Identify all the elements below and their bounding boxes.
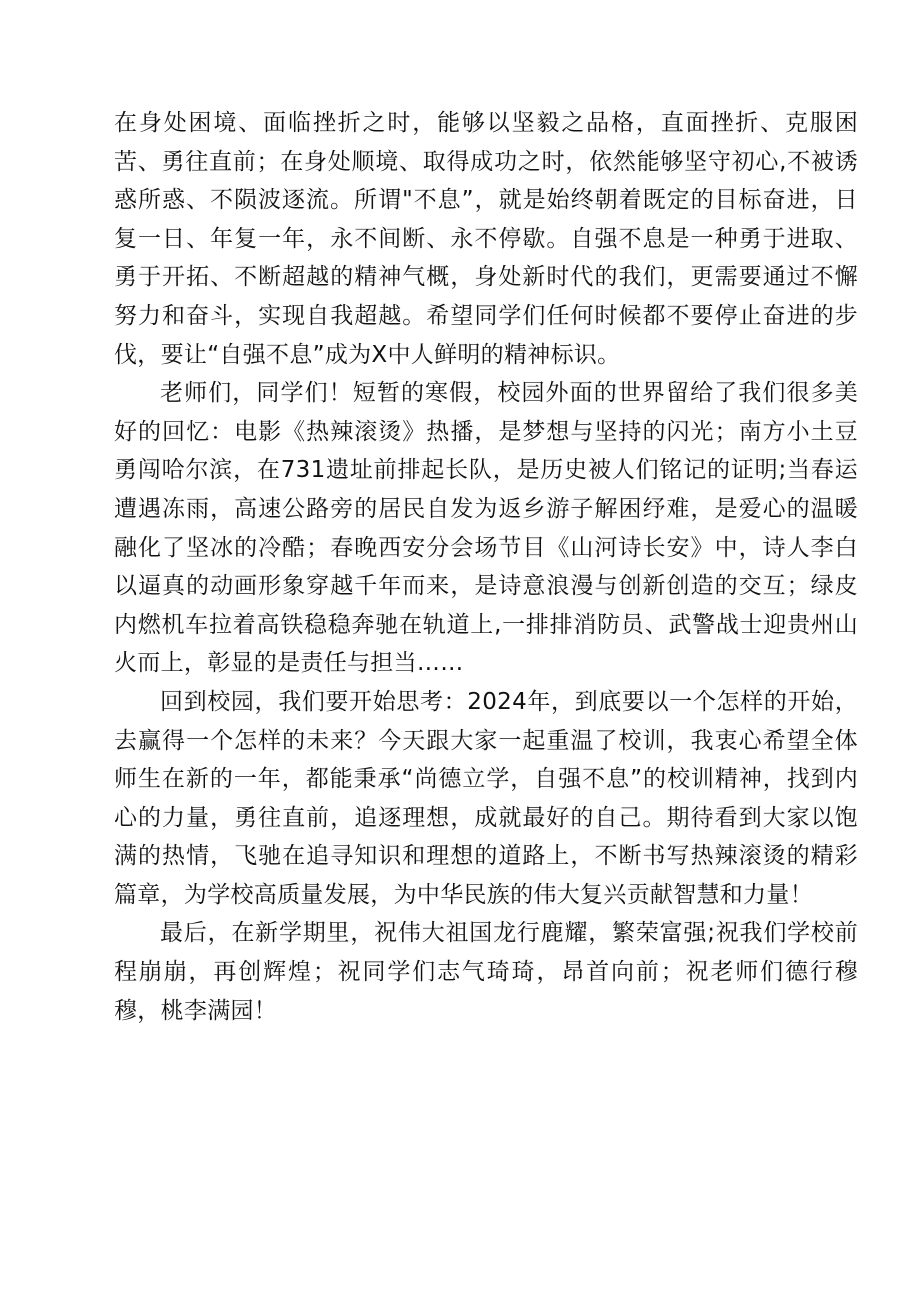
paragraph-perseverance: 在身处困境、面临挫折之时，能够以坚毅之品格，直面挫折、克服困苦、勇往直前；在身处顺境、取得成功之时，依然能够坚守初心,不被诱惑所惑、不陨波逐流。所谓"不息”，就是始终朝着既定的目标奋进，日复一日、年复一年，永不间断、永不停歇。自强不息是一种勇于进取、勇于开拓、不断超越的精神气概，身处新时代的我们，更需要通过不懈努力和奋斗，实现自我超越。希望同学们任何时候都不要停止奋进的步伐，要让“自强不息”成为X中人鲜明的精神标识。 bbox=[114, 110, 858, 368]
paragraph-closing-wishes: 最后，在新学期里，祝伟大祖国龙行鹿耀，繁荣富强;祝我们学校前程崩崩，再创辉煌；祝同学们志气琦琦，昂首向前；祝老师们德行穆穆，桃李满园！ bbox=[114, 920, 858, 1024]
paragraph-back-to-school: 回到校园，我们要开始思考：2024年，到底要以一个怎样的开始，去赢得一个怎样的未来？今天跟大家一起重温了校训，我衷心希望全体师生在新的一年，都能秉承“尚德立学，自强不息”的校训精神，找到内心的力量，勇往直前，追逐理想，成就最好的自己。期待看到大家以饱满的热情，飞驰在追寻知识和理想的道路上，不断书写热辣滚烫的精彩篇章，为学校高质量发展，为中华民族的伟大复兴贡献智慧和力量！ bbox=[114, 688, 858, 908]
paragraph-winter-break-memories: 老师们，同学们！短暂的寒假，校园外面的世界留给了我们很多美好的回忆：电影《热辣滚烫》热播，是梦想与坚持的闪光；南方小土豆勇闯哈尔滨，在731遗址前排起长队，是历史被人们铭记的证明;当春运遭遇冻雨，高速公路旁的居民自发为返乡游子解困纾难，是爱心的温暖融化了坚冰的冷酷；春晚西安分会场节目《山河诗长安》中，诗人李白以逼真的动画形象穿越千年而来，是诗意浪漫与创新创造的交互；绿皮内燃机车拉着高铁稳稳奔驰在轨道上,一排排消防员、武警战士迎贵州山火而上，彰显的是责任与担当…… bbox=[114, 380, 858, 677]
document-body bbox=[114, 104, 858, 1030]
